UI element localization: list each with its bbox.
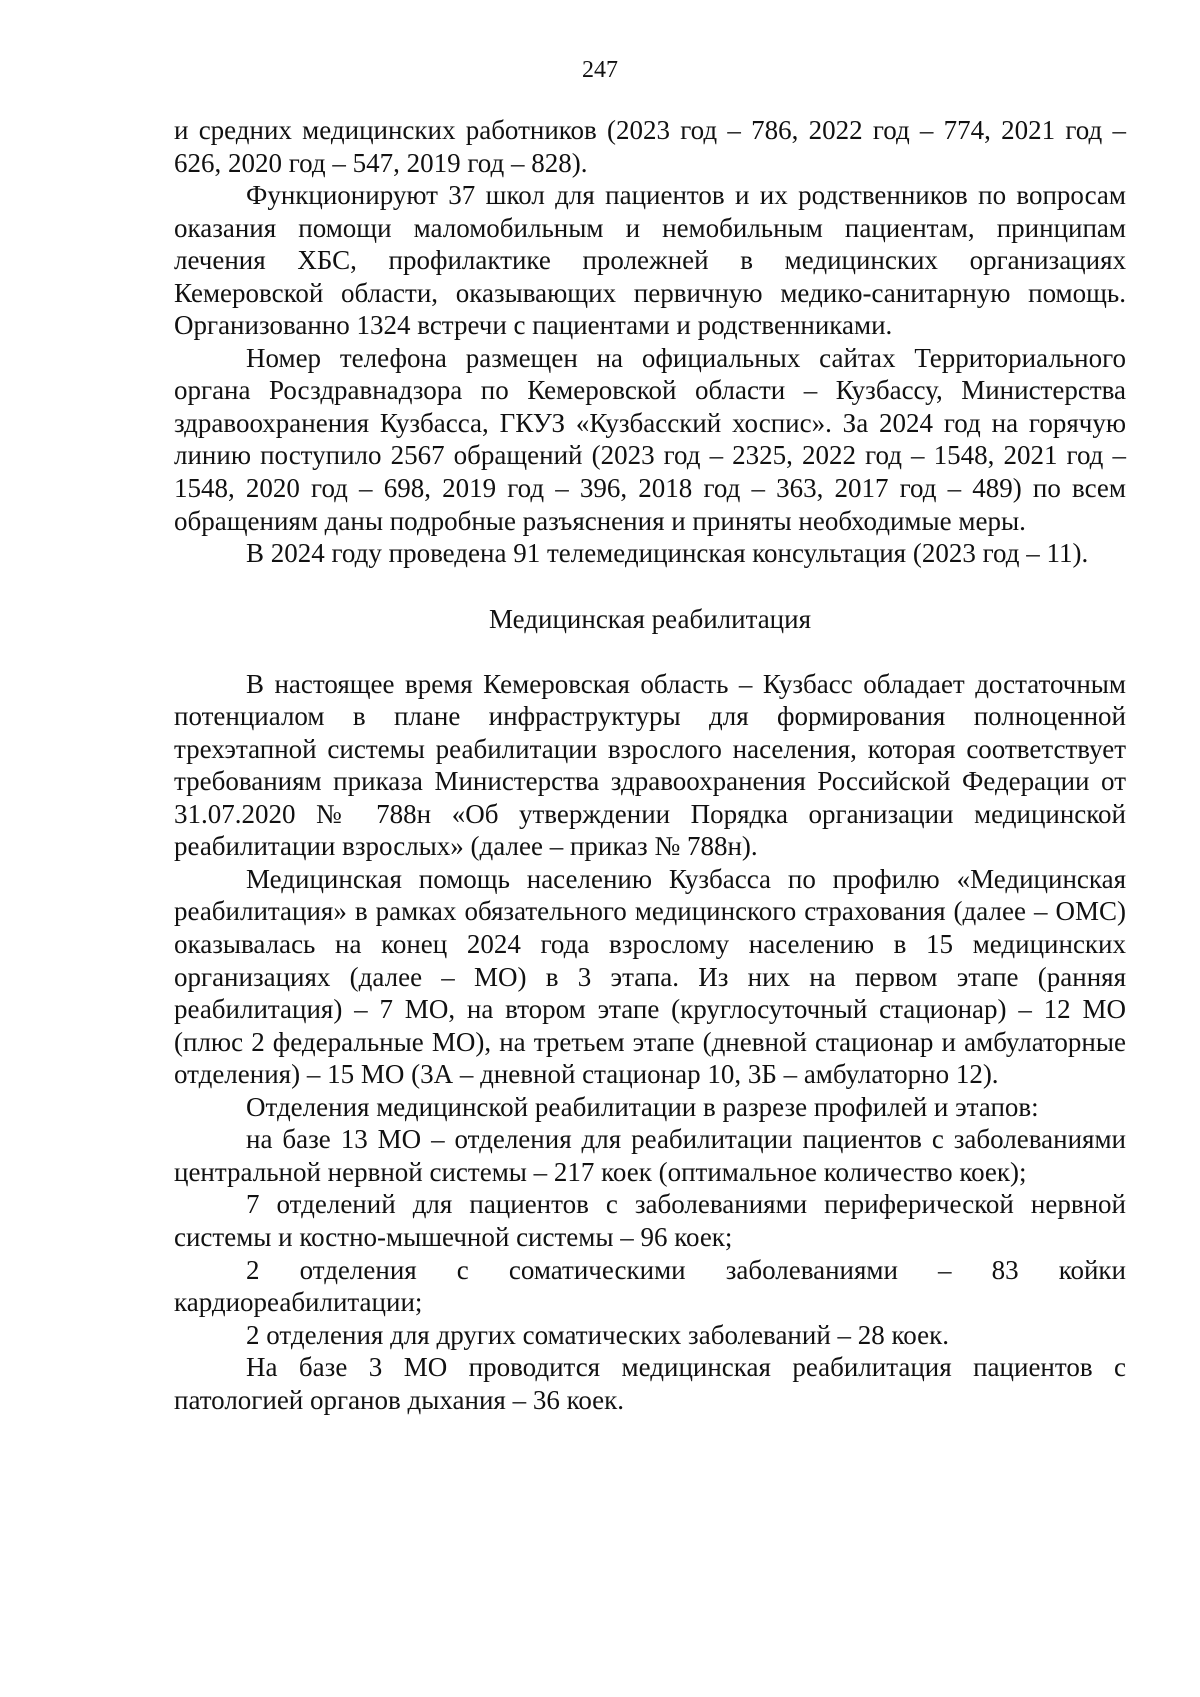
paragraph-departments-intro: Отделения медицинской реабилитации в разрезе профилей и этапов: xyxy=(246,1091,1039,1122)
paragraph-other-somatic: 2 отделения для других соматических заболеваний – 28 коек. xyxy=(246,1319,949,1350)
paragraph-rehab-infrastructure: В настоящее время Кемеровская область – Кузбасс обладает достаточным потенциалом в плане инфраструктуры для формирования полноценной трехэтапной системы реабилитации взрослого населения, которая соответствует требованиям приказа Министерства здравоохранения Российской Федерации от 31.07.2020 № 788н «Об утверждении Порядка организации медицинской реабилитации взрослых» (далее – приказ № 788н). xyxy=(174,668,1126,862)
paragraph-rehab-oms: Медицинская помощь населению Кузбасса по профилю «Медицинская реабилитация» в рамках обязательного медицинского страхования (далее – ОМС) оказывалась на конец 2024 года взрослому населению в 15 медицинских организациях (далее – МО) в 3 этапа. Из них на первом этапе (ранняя реабилитация) – 7 МО, на втором этапе (круглосуточный стационар) – 12 МО (плюс 2 федеральные МО), на третьем этапе (дневной стационар и амбулаторные отделения) – 15 МО (3А – дневной стационар 10, 3Б – амбулаторно 12). xyxy=(174,863,1126,1090)
paragraph-telemedicine: В 2024 году проведена 91 телемедицинская консультация (2023 год – 11). xyxy=(246,538,1089,569)
paragraph-hotline: Номер телефона размещен на официальных сайтах Территориального органа Росздравнадзора по Кемеровской области – Кузбассу, Министерства здравоохранения Кузбасса, ГКУЗ «Кузбасский хоспис». За 2024 год на горячую линию поступило 2567 обращений (2023 год – 2325, 2022 год – 1548, 2021 год – 1548, 2020 год – 698, 2019 год – 396, 2018 год – 363, 2017 год – 489) по всем обращениям даны подробные разъяснения и приняты необходимые меры. xyxy=(174,342,1126,536)
page-number: 247 xyxy=(582,57,618,83)
paragraph-cns-departments: на базе 13 МО – отделения для реабилитации пациентов с заболеваниями центральной нервной системы – 217 коек (оптимальное количество коек); xyxy=(174,1124,1126,1187)
document-body xyxy=(174,114,1126,1416)
paragraph-somatic-departments: 2 отделения с соматическими заболеваниями – 83 койки кардиореабилитации; xyxy=(174,1254,1126,1318)
paragraph-patient-schools: Функционируют 37 школ для пациентов и их родственников по вопросам оказания помощи маломобильным и немобильным пациентам, принципам лечения ХБС, профилактике пролежней в медицинских организациях Кемеровской области, оказывающих первичную медико-санитарную помощь. Организованно 1324 встречи с пациентами и родственниками. xyxy=(174,180,1126,341)
paragraph-medical-workers: и средних медицинских работников (2023 год – 786, 2022 год – 774, 2021 год – 626, 2020 год – 547, 2019 год – 828). xyxy=(174,115,1126,178)
paragraph-respiratory: На базе 3 МО проводится медицинская реабилитация пациентов с патологией органов дыхания – 36 коек. xyxy=(174,1352,1126,1415)
section-heading: Медицинская реабилитация xyxy=(489,603,811,634)
paragraph-pns-departments: 7 отделений для пациентов с заболеваниями периферической нервной системы и костно-мышечной системы – 96 коек; xyxy=(174,1189,1126,1252)
